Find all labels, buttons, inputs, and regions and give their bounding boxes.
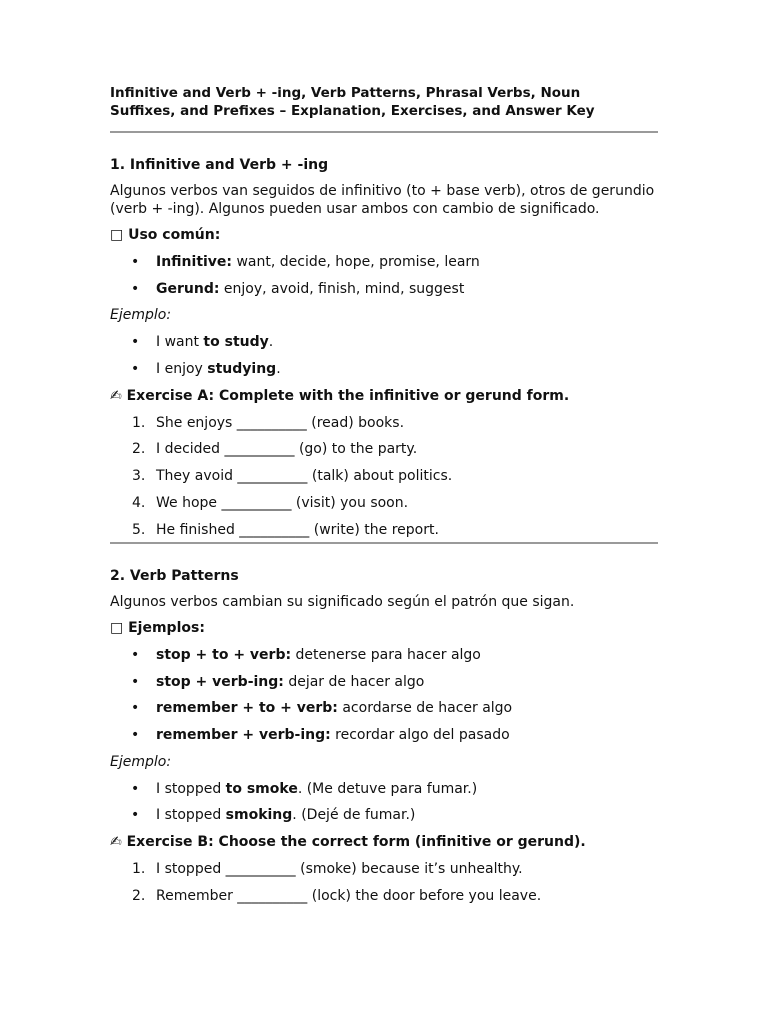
- example-text-end: .: [276, 361, 281, 378]
- bullet-icon: •: [131, 673, 140, 690]
- section-1-intro: Algunos verbos van seguidos de infinitivo (to + base verb), otros de gerundio (verb + -ing). Algunos pueden usar ambos con cambio de significado.: [110, 183, 655, 217]
- example-list: [110, 333, 658, 386]
- example-highlight: smoking: [225, 807, 293, 824]
- exercise-item-text: Remember __________ (lock) the door before you leave.: [156, 887, 542, 904]
- list-item: [110, 726, 658, 753]
- writing-hand-icon: ✍: [110, 834, 122, 851]
- exercise-item-text: I decided __________ (go) to the party.: [156, 441, 418, 458]
- exercise-item: [110, 521, 658, 539]
- example-text: I stopped: [156, 780, 226, 797]
- list-item-text: detenerse para hacer algo: [291, 647, 481, 663]
- example-label: Ejemplo:: [110, 307, 172, 324]
- exercise-b-list: [110, 860, 658, 913]
- item-number: 4.: [132, 494, 146, 511]
- exercise-item: [110, 467, 658, 494]
- checkbox-icon: □: [110, 620, 124, 636]
- list-item-term: remember + to + verb:: [156, 700, 338, 717]
- item-number: 2.: [132, 441, 146, 458]
- exercise-item: [110, 414, 658, 441]
- list-item-term: stop + verb-ing:: [156, 673, 284, 690]
- exercise-item-text: We hope __________ (visit) you soon.: [156, 494, 409, 511]
- document-title-line-2: Suffixes, and Prefixes – Explanation, Exercises, and Answer Key: [110, 103, 595, 119]
- list-item-term: stop + to + verb:: [156, 647, 292, 663]
- list-item-text: acordarse de hacer algo: [337, 700, 513, 717]
- exercise-item: [110, 887, 658, 914]
- example-highlight: to study: [203, 334, 269, 351]
- writing-hand-icon: ✍: [110, 387, 122, 404]
- bullet-icon: •: [131, 254, 140, 270]
- exercise-item: [110, 860, 658, 887]
- list-item: [110, 699, 658, 726]
- item-number: 1.: [132, 414, 146, 431]
- example-highlight: studying: [207, 361, 277, 378]
- document-title-line-1: Infinitive and Verb + -ing, Verb Patterns, Phrasal Verbs, Noun: [110, 85, 581, 101]
- common-use-list: [110, 253, 658, 306]
- example-highlight: to smoke: [225, 780, 298, 797]
- example-label: Ejemplo:: [110, 753, 172, 770]
- section-2-intro: Algunos verbos cambian su significado según el patrón que sigan.: [110, 593, 575, 610]
- exercise-a-list: [110, 414, 658, 539]
- list-item: [110, 646, 658, 673]
- example-text: I want: [156, 334, 204, 351]
- example-text: I enjoy: [156, 361, 208, 378]
- example-list: [110, 780, 658, 833]
- bullet-icon: •: [131, 334, 140, 351]
- bullet-icon: •: [131, 361, 140, 378]
- bullet-icon: •: [131, 780, 140, 797]
- document-title: [110, 84, 658, 120]
- section-1-heading: 1. Infinitive and Verb + -ing: [110, 157, 329, 173]
- exercise-item-text: He finished __________ (write) the report.: [156, 521, 439, 538]
- list-item-term: Infinitive:: [156, 254, 233, 270]
- example-text-end: .: [268, 334, 274, 351]
- item-number: 3.: [132, 468, 146, 485]
- item-number: 2.: [132, 887, 146, 904]
- exercise-a-title-text: Exercise A: Complete with the infinitive or gerund form.: [126, 387, 570, 404]
- list-item: [110, 360, 658, 387]
- example-text-end: . (Dejé de fumar.): [292, 807, 416, 824]
- exercise-item-text: They avoid __________ (talk) about politics.: [156, 468, 453, 485]
- list-item-term: Gerund:: [156, 280, 220, 297]
- list-item-text: dejar de hacer algo: [283, 673, 425, 690]
- list-item: [110, 806, 658, 833]
- list-item-text: want, decide, hope, promise, learn: [232, 254, 480, 270]
- common-use-label-text: Uso común:: [128, 227, 221, 243]
- example-text-end: . (Me detuve para fumar.): [297, 780, 478, 797]
- exercise-item-text: She enjoys __________ (read) books.: [156, 414, 405, 431]
- bullet-icon: •: [131, 727, 140, 744]
- exercise-b-title-text: Exercise B: Choose the correct form (infinitive or gerund).: [126, 834, 586, 851]
- exercise-item: [110, 494, 658, 521]
- bullet-icon: •: [131, 280, 140, 297]
- list-item: [110, 673, 658, 700]
- list-item-term: remember + verb-ing:: [156, 727, 331, 744]
- common-use-label: [110, 226, 658, 244]
- section-2-heading: 2. Verb Patterns: [110, 567, 239, 584]
- exercise-item: [110, 440, 658, 467]
- verb-pattern-list: [110, 646, 658, 753]
- examples-label-text: Ejemplos:: [128, 620, 205, 636]
- section-divider: [110, 131, 658, 133]
- list-item-text: recordar algo del pasado: [330, 727, 510, 744]
- bullet-icon: •: [131, 807, 140, 824]
- example-text: I stopped: [156, 807, 226, 824]
- list-item: [110, 780, 658, 807]
- exercise-a-title: [110, 387, 658, 405]
- document-content: [110, 84, 658, 914]
- section-divider: [110, 542, 658, 544]
- exercise-item-text: I stopped __________ (smoke) because it’s unhealthy.: [156, 861, 523, 878]
- list-item: [110, 280, 658, 307]
- checkbox-icon: □: [110, 227, 124, 243]
- bullet-icon: •: [131, 700, 140, 717]
- exercise-b-title: [110, 833, 658, 851]
- list-item: [110, 333, 658, 360]
- list-item: [110, 253, 658, 280]
- list-item-text: enjoy, avoid, finish, mind, suggest: [219, 280, 465, 297]
- item-number: 5.: [132, 521, 146, 538]
- bullet-icon: •: [131, 647, 140, 663]
- examples-label: [110, 619, 658, 637]
- item-number: 1.: [132, 861, 146, 878]
